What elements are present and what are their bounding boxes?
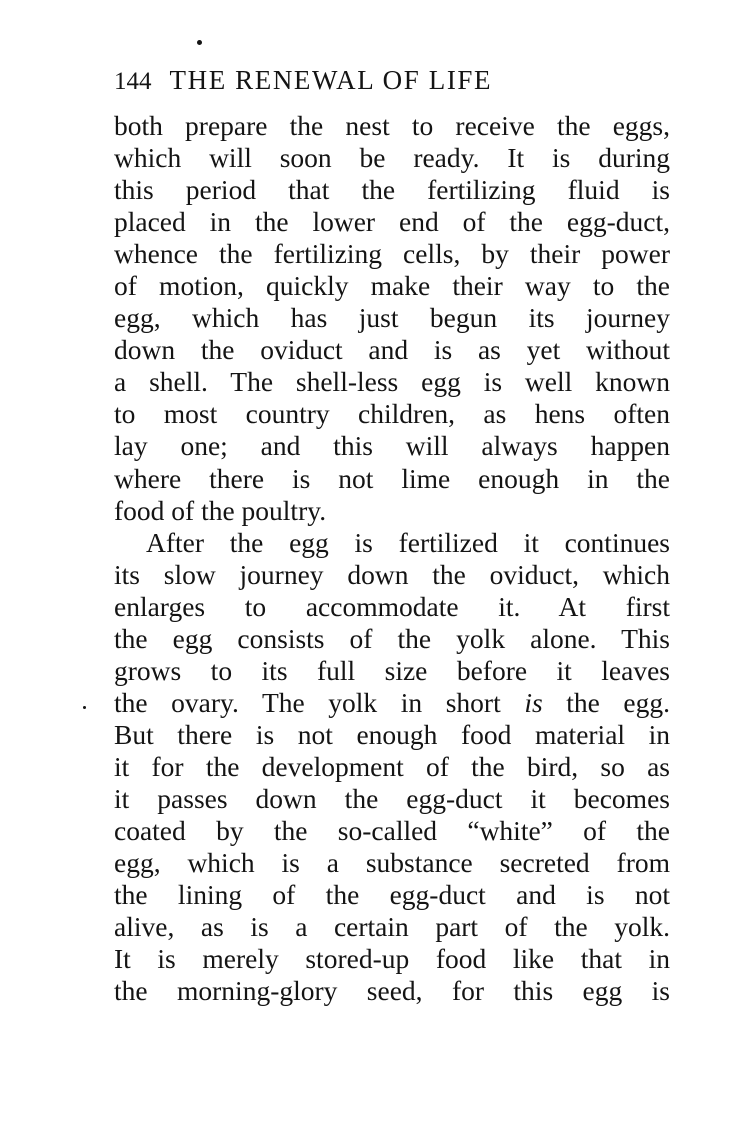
- text-line: enlarges to accommodate it. At first: [114, 590, 670, 622]
- text-line: egg, which has just begun its journey: [114, 302, 670, 334]
- page-number: 144: [114, 68, 152, 95]
- text-line: to most country children, as hens often: [114, 398, 670, 430]
- text-line: a shell. The shell-less egg is well known: [114, 366, 670, 398]
- body-text: [114, 110, 670, 1007]
- running-title: THE RENEWAL OF LIFE: [169, 65, 493, 95]
- text-line: placed in the lower end of the egg-duct,: [114, 206, 670, 238]
- text-line: lay one; and this will always happen: [114, 430, 670, 462]
- page-top-mark: [197, 40, 202, 45]
- text-line: whence the fertilizing cells, by their power: [114, 238, 670, 270]
- paragraph-start-line: After the egg is fertilized it continues: [146, 526, 670, 558]
- text-line: where there is not lime enough in the: [114, 462, 670, 494]
- text-line: grows to its full size before it leaves: [114, 654, 670, 686]
- paragraph-end-line: food of the poultry.: [114, 494, 327, 526]
- text-line: coated by the so-called “white” of the: [114, 815, 670, 847]
- text-segment: the ovary. The yolk in short: [114, 686, 525, 718]
- emphasis-word: is: [524, 686, 543, 718]
- margin-mark: [83, 706, 86, 709]
- running-head: [114, 62, 594, 98]
- text-line: But there is not enough food material in: [114, 718, 670, 750]
- text-line: of motion, quickly make their way to the: [114, 270, 670, 302]
- text-line: down the oviduct and is as yet without: [114, 334, 670, 366]
- text-line: the egg consists of the yolk alone. This: [114, 622, 670, 654]
- text-line: its slow journey down the oviduct, which: [114, 558, 670, 590]
- text-line: alive, as is a certain part of the yolk.: [114, 911, 670, 943]
- text-line: egg, which is a substance secreted from: [114, 847, 670, 879]
- text-line: the morning-glory seed, for this egg is: [114, 975, 670, 1007]
- text-line: which will soon be ready. It is during: [114, 142, 670, 174]
- text-line: it for the development of the bird, so as: [114, 750, 670, 782]
- text-line-with-emphasis: [114, 687, 670, 719]
- text-line: It is merely stored-up food like that in: [114, 943, 670, 975]
- text-line: the lining of the egg-duct and is not: [114, 879, 670, 911]
- text-line: it passes down the egg-duct it becomes: [114, 782, 670, 814]
- text-segment: the egg.: [542, 686, 670, 718]
- text-line: this period that the fertilizing fluid is: [114, 174, 670, 206]
- text-line: both prepare the nest to receive the eggs,: [114, 110, 670, 141]
